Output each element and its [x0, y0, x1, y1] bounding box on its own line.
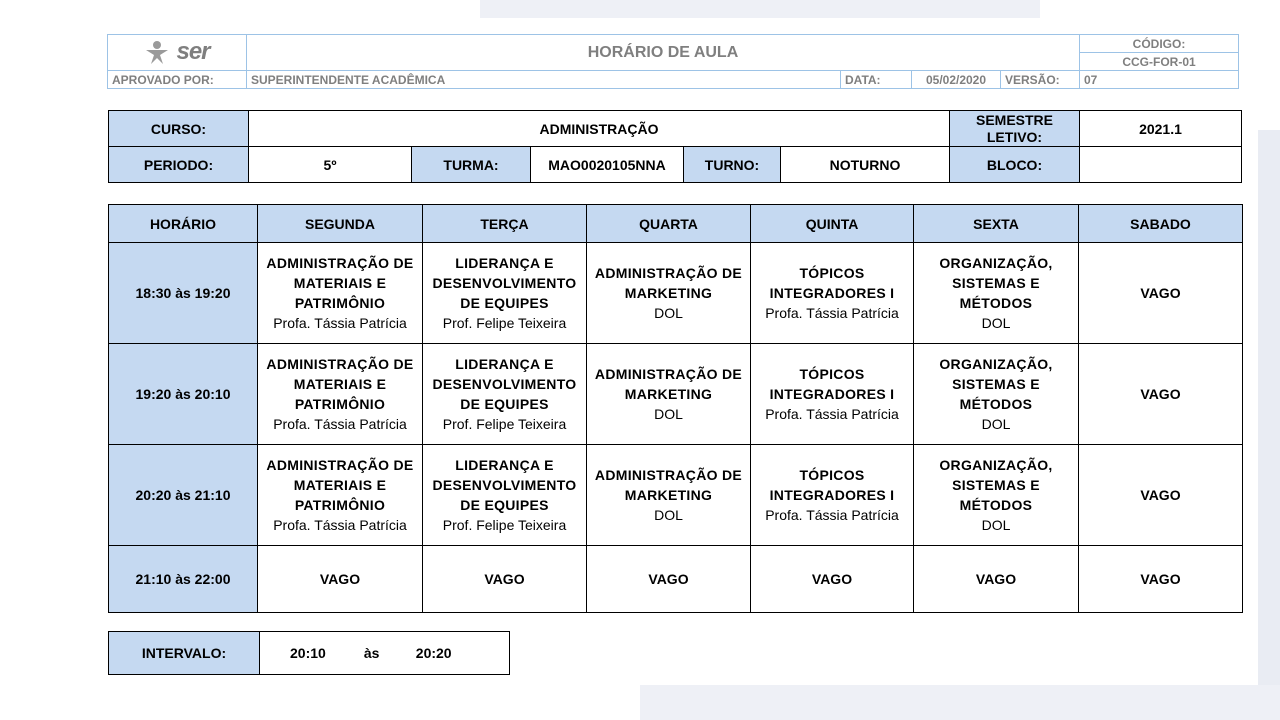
curso-label: CURSO:: [109, 111, 249, 147]
subject-name: TÓPICOS INTEGRADORES I: [769, 265, 895, 301]
professor-name: DOL: [981, 315, 1011, 331]
schedule-cell: [1079, 243, 1243, 344]
subject-name: VAGO: [1140, 386, 1181, 402]
professor-name: DOL: [654, 305, 683, 321]
professor-name: Prof. Felipe Teixeira: [442, 315, 567, 331]
interval-value: [260, 632, 510, 675]
subject-name: ADMINISTRAÇÃO DE MARKETING: [594, 467, 743, 503]
subject-name: ORGANIZAÇÃO, SISTEMAS E MÉTODOS: [939, 356, 1053, 412]
schedule-cell: [914, 445, 1079, 546]
schedule-cell: [423, 546, 587, 613]
subject-name: ADMINISTRAÇÃO DE MARKETING: [594, 265, 743, 301]
professor-name: Prof. Felipe Teixeira: [442, 416, 567, 432]
schedule-cell: [258, 445, 423, 546]
subject-name: TÓPICOS INTEGRADORES I: [769, 366, 895, 402]
schedule-cell: [914, 344, 1079, 445]
professor-name: Profa. Tássia Patrícia: [273, 315, 407, 331]
schedule-header-row: [109, 205, 1243, 243]
schedule-cell: [423, 445, 587, 546]
schedule-cell: [1079, 546, 1243, 613]
schedule-cell: [587, 546, 751, 613]
column-header: SEGUNDA: [258, 205, 423, 243]
subject-name: VAGO: [319, 571, 361, 587]
background-shape: [640, 685, 1280, 720]
schedule-row: [109, 546, 1243, 613]
subject-name: ADMINISTRAÇÃO DE MATERIAIS E PATRIMÔNIO: [266, 457, 414, 513]
professor-name: DOL: [654, 507, 683, 523]
schedule-cell: [587, 344, 751, 445]
turma-label: TURMA:: [412, 147, 531, 183]
turno-value: NOTURNO: [781, 147, 950, 183]
professor-name: Profa. Tássia Patrícia: [765, 305, 899, 321]
professor-name: Profa. Tássia Patrícia: [765, 406, 899, 422]
date-value: 05/02/2020: [912, 71, 1001, 89]
interval-sep: às: [363, 645, 380, 661]
professor-name: Profa. Tássia Patrícia: [273, 416, 407, 432]
schedule-cell: [914, 243, 1079, 344]
subject-name: VAGO: [1140, 285, 1181, 301]
page-title: HORÁRIO DE AULA: [247, 35, 1080, 71]
subject-name: VAGO: [975, 571, 1017, 587]
interval-label: INTERVALO:: [109, 632, 260, 675]
schedule-cell: [914, 546, 1079, 613]
version-label: VERSÃO:: [1001, 71, 1080, 89]
time-slot: 18:30 às 19:20: [109, 243, 258, 344]
schedule-cell: [1079, 344, 1243, 445]
subject-name: VAGO: [1140, 487, 1181, 503]
subject-name: VAGO: [648, 571, 689, 587]
subject-name: ADMINISTRAÇÃO DE MATERIAIS E PATRIMÔNIO: [266, 255, 414, 311]
interval-table: [108, 631, 510, 675]
subject-name: VAGO: [811, 571, 853, 587]
semestre-label: SEMESTRE LETIVO:: [950, 111, 1080, 147]
schedule-cell: [751, 243, 914, 344]
schedule-table: [108, 204, 1243, 613]
approved-value: SUPERINTENDENTE ACADÊMICA: [247, 71, 841, 89]
periodo-value: 5º: [249, 147, 412, 183]
time-slot: 21:10 às 22:00: [109, 546, 258, 613]
subject-name: LIDERANÇA E DESENVOLVIMENTO DE EQUIPES: [432, 356, 577, 412]
column-header: QUINTA: [751, 205, 914, 243]
schedule-row: [109, 243, 1243, 344]
time-slot: 20:20 às 21:10: [109, 445, 258, 546]
column-header: TERÇA: [423, 205, 587, 243]
subject-name: VAGO: [1140, 571, 1181, 587]
curso-value: ADMINISTRAÇÃO: [249, 111, 950, 147]
subject-name: VAGO: [484, 571, 525, 587]
code-label: CÓDIGO:: [1080, 35, 1239, 53]
bloco-value: [1080, 147, 1242, 183]
schedule-row: [109, 445, 1243, 546]
schedule-cell: [751, 546, 914, 613]
subject-name: TÓPICOS INTEGRADORES I: [769, 467, 895, 503]
semestre-value: 2021.1: [1080, 111, 1242, 147]
schedule-cell: [258, 546, 423, 613]
column-header: QUARTA: [587, 205, 751, 243]
professor-name: DOL: [654, 406, 683, 422]
document-header: [107, 34, 1239, 89]
professor-name: DOL: [981, 416, 1011, 432]
code-value: CCG-FOR-01: [1080, 53, 1239, 71]
background-shape: [480, 0, 1040, 18]
column-header: SEXTA: [914, 205, 1079, 243]
bloco-label: BLOCO:: [950, 147, 1080, 183]
turma-value: MAO0020105NNA: [531, 147, 684, 183]
professor-name: DOL: [981, 517, 1011, 533]
turno-label: TURNO:: [684, 147, 781, 183]
version-value: 07: [1080, 71, 1239, 89]
schedule-cell: [587, 445, 751, 546]
professor-name: Profa. Tássia Patrícia: [273, 517, 407, 533]
background-shape: [1258, 130, 1280, 720]
column-header: HORÁRIO: [109, 205, 258, 243]
subject-name: ADMINISTRAÇÃO DE MATERIAIS E PATRIMÔNIO: [266, 356, 414, 412]
schedule-cell: [751, 344, 914, 445]
subject-name: ORGANIZAÇÃO, SISTEMAS E MÉTODOS: [939, 457, 1053, 513]
schedule-cell: [587, 243, 751, 344]
logo: [108, 35, 247, 71]
logo-star-icon: [144, 39, 170, 65]
schedule-cell: [1079, 445, 1243, 546]
interval-start: 20:10: [290, 645, 326, 661]
schedule-row: [109, 344, 1243, 445]
schedule-cell: [258, 243, 423, 344]
subject-name: LIDERANÇA E DESENVOLVIMENTO DE EQUIPES: [432, 457, 577, 513]
subject-name: ORGANIZAÇÃO, SISTEMAS E MÉTODOS: [939, 255, 1053, 311]
periodo-label: PERIODO:: [109, 147, 249, 183]
subject-name: LIDERANÇA E DESENVOLVIMENTO DE EQUIPES: [432, 255, 577, 311]
schedule-cell: [423, 243, 587, 344]
schedule-cell: [258, 344, 423, 445]
course-info-table: [108, 110, 1242, 183]
subject-name: ADMINISTRAÇÃO DE MARKETING: [594, 366, 743, 402]
professor-name: Profa. Tássia Patrícia: [765, 507, 899, 523]
professor-name: Prof. Felipe Teixeira: [442, 517, 567, 533]
schedule-cell: [751, 445, 914, 546]
date-label: DATA:: [841, 71, 912, 89]
logo-text: ser: [176, 37, 210, 65]
column-header: SABADO: [1079, 205, 1243, 243]
approved-label: APROVADO POR:: [108, 71, 247, 89]
interval-end: 20:20: [415, 645, 452, 661]
schedule-cell: [423, 344, 587, 445]
time-slot: 19:20 às 20:10: [109, 344, 258, 445]
